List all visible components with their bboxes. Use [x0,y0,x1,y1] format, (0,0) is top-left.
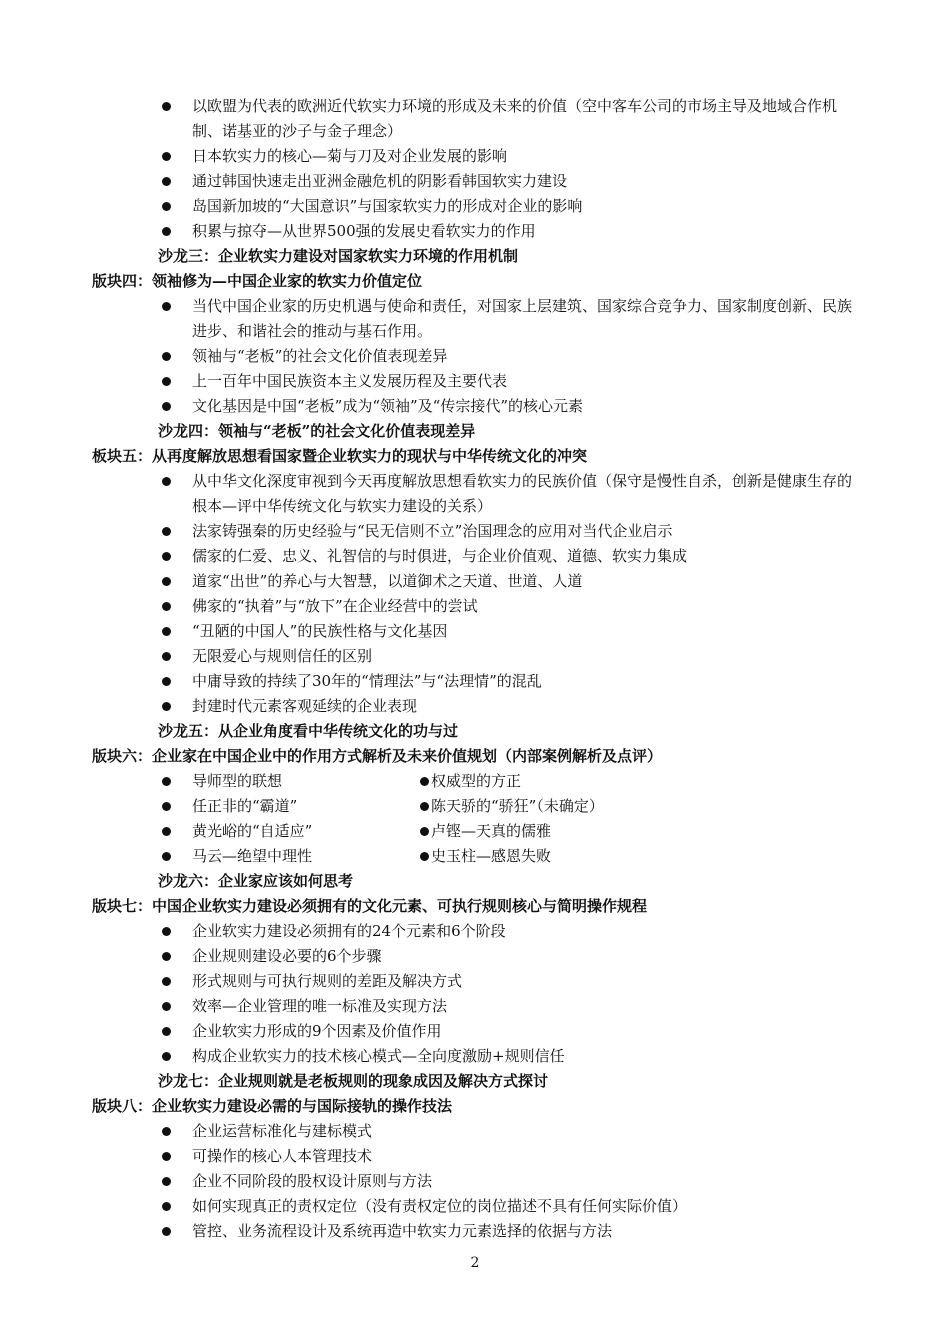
salon-heading: 沙龙三：企业软实力建设对国家软实力环境的作用机制 [158,247,519,265]
list-item-text: 领袖与“老板”的社会文化价值表现差异 [192,347,448,365]
list-item-text: 积累与掠夺—从世界500强的发展史看软实力的作用 [192,222,536,240]
bullet-icon [420,852,429,861]
list-item-left-text: 马云—绝望中理性 [192,847,313,865]
page-number: 2 [470,1255,480,1271]
list-item-text: 企业软实力建设必须拥有的24个元素和6个阶段 [192,922,506,940]
list-item [92,569,852,594]
bullet-icon [162,702,171,711]
bullet-icon [162,1227,171,1236]
list-item-left-text: 导师型的联想 [192,772,283,790]
bullet-icon [162,1002,171,1011]
bullet-icon [162,552,171,561]
list-item [92,619,852,644]
bullet-icon [162,527,171,536]
list-item-text: 以欧盟为代表的欧洲近代软实力环境的形成及未来的价值（空中客车公司的市场主导及地域合作机制、诺基亚的沙子与金子理念） [192,97,838,140]
list-item-right-text: 陈天骄的“骄狂”（未确定） [431,797,604,815]
bullet-icon [162,302,171,311]
bullet-icon [162,977,171,986]
bullet-icon [162,827,171,836]
bullet-icon [162,177,171,186]
bullet-icon [420,827,429,836]
section-heading: 版块四：领袖修为—中国企业家的软实力价值定位 [92,272,423,290]
list-item [92,669,852,694]
bullet-icon [162,152,171,161]
list-item [92,294,852,344]
list-item-left-text: 任正非的“霸道” [192,797,298,815]
list-item [92,944,852,969]
list-item-text: 形式规则与可执行规则的差距及解决方式 [192,972,463,990]
list-item [92,594,852,619]
two-column-list-row [92,844,852,869]
bullet-icon [162,777,171,786]
bullet-icon [162,677,171,686]
bullet-icon [162,927,171,936]
list-item [92,1169,852,1194]
bullet-icon [162,1127,171,1136]
list-item [92,519,852,544]
list-item [92,94,852,144]
list-item-text: 法家铸强秦的历史经验与“民无信则不立”治国理念的应用对当代企业启示 [192,522,673,540]
salon-heading: 沙龙六：企业家应该如何思考 [158,872,354,890]
list-item-text: 岛国新加坡的“大国意识”与国家软实力的形成对企业的影响 [192,197,583,215]
list-item-text: 企业规则建设必要的6个步骤 [192,947,382,965]
bullet-icon [162,202,171,211]
section-heading: 板块五：从再度解放思想看国家暨企业软实力的现状与中华传统文化的冲突 [92,447,588,465]
list-item-text: 当代中国企业家的历史机遇与使命和责任，对国家上层建筑、国家综合竞争力、国家制度创新、民族进步、和谐社会的推动与基石作用。 [192,297,853,340]
section-heading: 版块八：企业软实力建设必需的与国际接轨的操作技法 [92,1097,453,1115]
list-item [92,169,852,194]
list-item [92,1044,852,1069]
bullet-icon [162,402,171,411]
list-item-text: 上一百年中国民族资本主义发展历程及主要代表 [192,372,508,390]
list-item [92,1144,852,1169]
list-item-text: 中庸导致的持续了30年的“情理法”与“法理情”的混乱 [192,672,542,690]
bullet-icon [162,802,171,811]
list-item-text: 如何实现真正的责权定位（没有责权定位的岗位描述不具有任何实际价值） [192,1197,688,1215]
bullet-icon [162,227,171,236]
list-item-text: 无限爱心与规则信任的区别 [192,647,373,665]
bullet-icon [162,352,171,361]
list-item-text: 通过韩国快速走出亚洲金融危机的阴影看韩国软实力建设 [192,172,568,190]
bullet-icon [162,1177,171,1186]
list-item [92,969,852,994]
list-item [92,1194,852,1219]
bullet-icon [162,952,171,961]
list-item-text: 效率—企业管理的唯一标准及实现方法 [192,997,448,1015]
bullet-icon [420,777,429,786]
list-item [92,394,852,419]
two-column-list-row [92,794,852,819]
bullet-icon [162,652,171,661]
list-item-right-text: 权威型的方正 [431,772,522,790]
list-item-right-text: 卢铿—天真的儒雅 [431,822,552,840]
list-item-text: 封建时代元素客观延续的企业表现 [192,697,418,715]
list-item-text: 企业软实力形成的9个因素及价值作用 [192,1022,442,1040]
list-item-text: 日本软实力的核心—菊与刀及对企业发展的影响 [192,147,508,165]
list-item-right-text: 史玉柱—感恩失败 [431,847,552,865]
salon-heading: 沙龙五：从企业角度看中华传统文化的功与过 [158,722,459,740]
list-item [92,144,852,169]
two-column-list-row [92,769,852,794]
list-item-text: 构成企业软实力的技术核心模式—全向度激励+规则信任 [192,1047,565,1065]
list-item-text: 管控、业务流程设计及系统再造中软实力元素选择的依据与方法 [192,1222,613,1240]
list-item [92,194,852,219]
salon-heading: 沙龙七：企业规则就是老板规则的现象成因及解决方式探讨 [158,1072,549,1090]
bullet-icon [162,377,171,386]
list-item-text: 佛家的“执着”与“放下”在企业经营中的尝试 [192,597,478,615]
list-item-text: 从中华文化深度审视到今天再度解放思想看软实力的民族价值（保守是慢性自杀，创新是健康生存的根本—评中华传统文化与软实力建设的关系） [192,472,853,515]
bullet-icon [162,102,171,111]
document-body [92,94,852,1244]
list-item-text: 文化基因是中国“老板”成为“领袖”及“传宗接代”的核心元素 [192,397,584,415]
list-item [92,469,852,519]
bullet-icon [162,1027,171,1036]
list-item [92,1119,852,1144]
salon-heading: 沙龙四：领袖与“老板”的社会文化价值表现差异 [158,422,476,440]
list-item [92,644,852,669]
section-heading: 版块六：企业家在中国企业中的作用方式解析及未来价值规划（内部案例解析及点评） [92,747,663,765]
list-item-text: “丑陋的中国人”的民族性格与文化基因 [192,622,448,640]
bullet-icon [162,1152,171,1161]
list-item-text: 企业运营标准化与建标模式 [192,1122,373,1140]
list-item-text: 儒家的仁爱、忠义、礼智信的与时俱进，与企业价值观、道德、软实力集成 [192,547,688,565]
bullet-icon [420,802,429,811]
list-item-left-text: 黄光峪的“自适应” [192,822,313,840]
list-item-text: 企业不同阶段的股权设计原则与方法 [192,1172,433,1190]
list-item-text: 可操作的核心人本管理技术 [192,1147,373,1165]
list-item [92,694,852,719]
list-item [92,544,852,569]
list-item [92,1019,852,1044]
bullet-icon [162,1052,171,1061]
list-item [92,219,852,244]
two-column-list-row [92,819,852,844]
bullet-icon [162,602,171,611]
bullet-icon [162,627,171,636]
section-heading: 版块七：中国企业软实力建设必须拥有的文化元素、可执行规则核心与简明操作规程 [92,897,648,915]
bullet-icon [162,477,171,486]
list-item [92,369,852,394]
list-item-text: 道家“出世”的养心与大智慧，以道御术之天道、世道、人道 [192,572,583,590]
list-item [92,1219,852,1244]
bullet-icon [162,577,171,586]
bullet-icon [162,1202,171,1211]
list-item [92,919,852,944]
list-item [92,344,852,369]
list-item [92,994,852,1019]
bullet-icon [162,852,171,861]
